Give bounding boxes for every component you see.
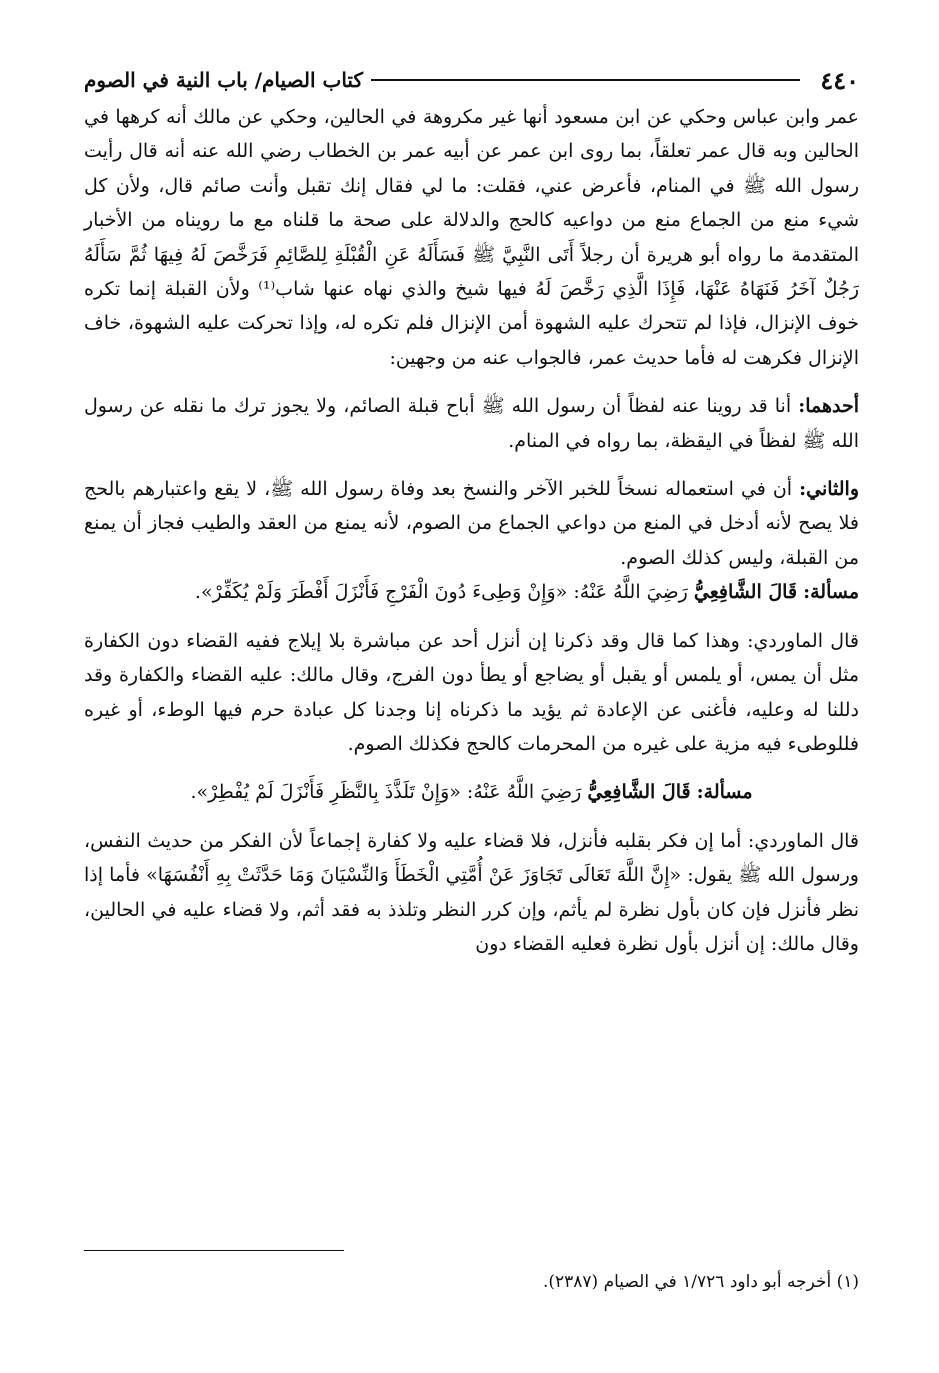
masala-1-label: مسألة: [803, 581, 859, 604]
running-header [84, 60, 859, 100]
page-number: ٤٤٠ [820, 65, 859, 95]
chapter-title: كتاب الصيام/ باب النية في الصوم [84, 68, 363, 92]
second-answer-label: والثاني: [799, 478, 859, 501]
paragraph-1: عمر وابن عباس وحكي عن ابن مسعود أنها غير مكروهة في الحالين، وحكي عن مالك أنه كرهها في الحالين وبه قال عمر تعلقاً، بما روى ابن عمر عن أبيه عمر بن الخطاب رضي الله عنه أنه قال رأيت رسول الله ﷺ في المنام، فأعرض عني، فقلت: ما لي فقال إنك تقبل وأنت صائم قال، ولأن كل شيء منع من الجماع منع من دواعيه كالحج والدلالة على صحة ما قلناه مع ما رويناه من الأخبار المتقدمة ما رواه أبو هريرة أن رجلاً أَتَى النَّبِيَّ ﷺ فَسَأَلَهُ عَنِ الْقُبْلَةِ لِلصَّائِمِ فَرَخَّصَ لَهُ فِيهَا ثُمَّ سَأَلَهُ رَجُلٌ آخَرُ فَنَهَاهُ عَنْهَا، فَإِذَا الَّذِي رَخَّصَ لَهُ فيها شيخ والذي نهاه عنها شاب⁽¹⁾ ولأن القبلة إنما تكره خوف الإنزال، فإذا لم تتحرك عليه الشهوة أمن الإنزال فلم تكره له، وإذا تحركت عليه الشهوة، خاف الإنزال فكرهت له فأما حديث عمر، فالجواب عنه من وجهين: [84, 106, 859, 369]
paragraph-first-answer [84, 389, 859, 458]
footnote-rule [84, 1250, 344, 1251]
first-answer-label: أحدهما: [798, 395, 859, 418]
paragraph-5: قال الماوردي: أما إن فكر بقلبه فأنزل، فلا قضاء عليه ولا كفارة إجماعاً لأن الفكر من حديث النفس، ورسول الله ﷺ يقول: «إِنَّ اللَّهَ تَعَالَى تَجَاوَزَ عَنْ أُمَّتِي الْخَطَأَ وَالنِّسْيَانَ وَمَا حَدَّثَتْ بِهِ أَنْفُسَهَا» فأما إذا نظر فأنزل فإن كان بأول نظرة لم يأثم، وإن كرر النظر وتلذذ به فقد أثم، ولا قضاء عليه في الحالين، وقال مالك: إن أنزل بأول نظرة فعليه القضاء دون [84, 829, 859, 955]
paragraph-4: قال الماوردي: وهذا كما قال وقد ذكرنا إن أنزل أحد عن مباشرة بلا إيلاج ففيه القضاء دون الكفارة مثل أن يمس، أو يلمس أو يقبل أو يضاجع أو يطأ دون الفرج، وقال مالك: عليه القضاء والكفارة وقد دللنا له وعليه، فأغنى عن الإعادة ثم يؤيد ما ذكرناه إنا وجدنا كل عبادة حرم فيها الوطء، أو غيره فللوطىء فيه مزية على غيره من المحرمات كالحج فكذلك الصوم. [84, 629, 859, 755]
page [84, 60, 859, 961]
footnote: (١) أخرجه أبو داود ١/٧٢٦ في الصيام (٢٣٨٧). [542, 1272, 859, 1292]
masala-1-text: رَضِيَ اللَّهُ عَنْهُ: «وَإِنْ وَطِىءَ دُونَ الْفَرْجِ فَأَنْزَلَ أَفْطَرَ وَلَمْ يُكَفِّرْ». [194, 581, 688, 604]
first-answer-text: أنا قد روينا عنه لفظاً أن رسول الله ﷺ أباح قبلة الصائم، ولا يجوز ترك ما نقله عن رسول الله ﷺ لفظاً في اليقظة، بما رواه في المنام. [84, 395, 859, 452]
masala-2-shafii: قَالَ الشَّافِعِيُّ [587, 781, 691, 804]
masala-2-text: رَضِيَ اللَّهُ عَنْهُ: «وَإِنْ تَلَذَّذَ بِالنَّظَرِ فَأَنْزَلَ لَمْ يُفْطِرْ». [190, 781, 582, 804]
masala-2-label: مسألة: [696, 781, 753, 804]
masala-1 [84, 575, 859, 609]
second-answer-text: أن في استعماله نسخاً للخبر الآخر والنسخ بعد وفاة رسول الله ﷺ، لا يقع واعتبارهم بالحج فلا يصح لأنه أدخل في المنع من دواعي الجماع من الصوم، لأنه يمنع من العقد والطيب فجاز أن يمنع من القبلة، وليس كذلك الصوم. [84, 478, 859, 569]
masala-2 [84, 775, 859, 809]
header-rule [371, 79, 800, 81]
masala-1-shafii: قَالَ الشَّافِعِيُّ [693, 581, 798, 604]
paragraph-second-answer [84, 472, 859, 575]
